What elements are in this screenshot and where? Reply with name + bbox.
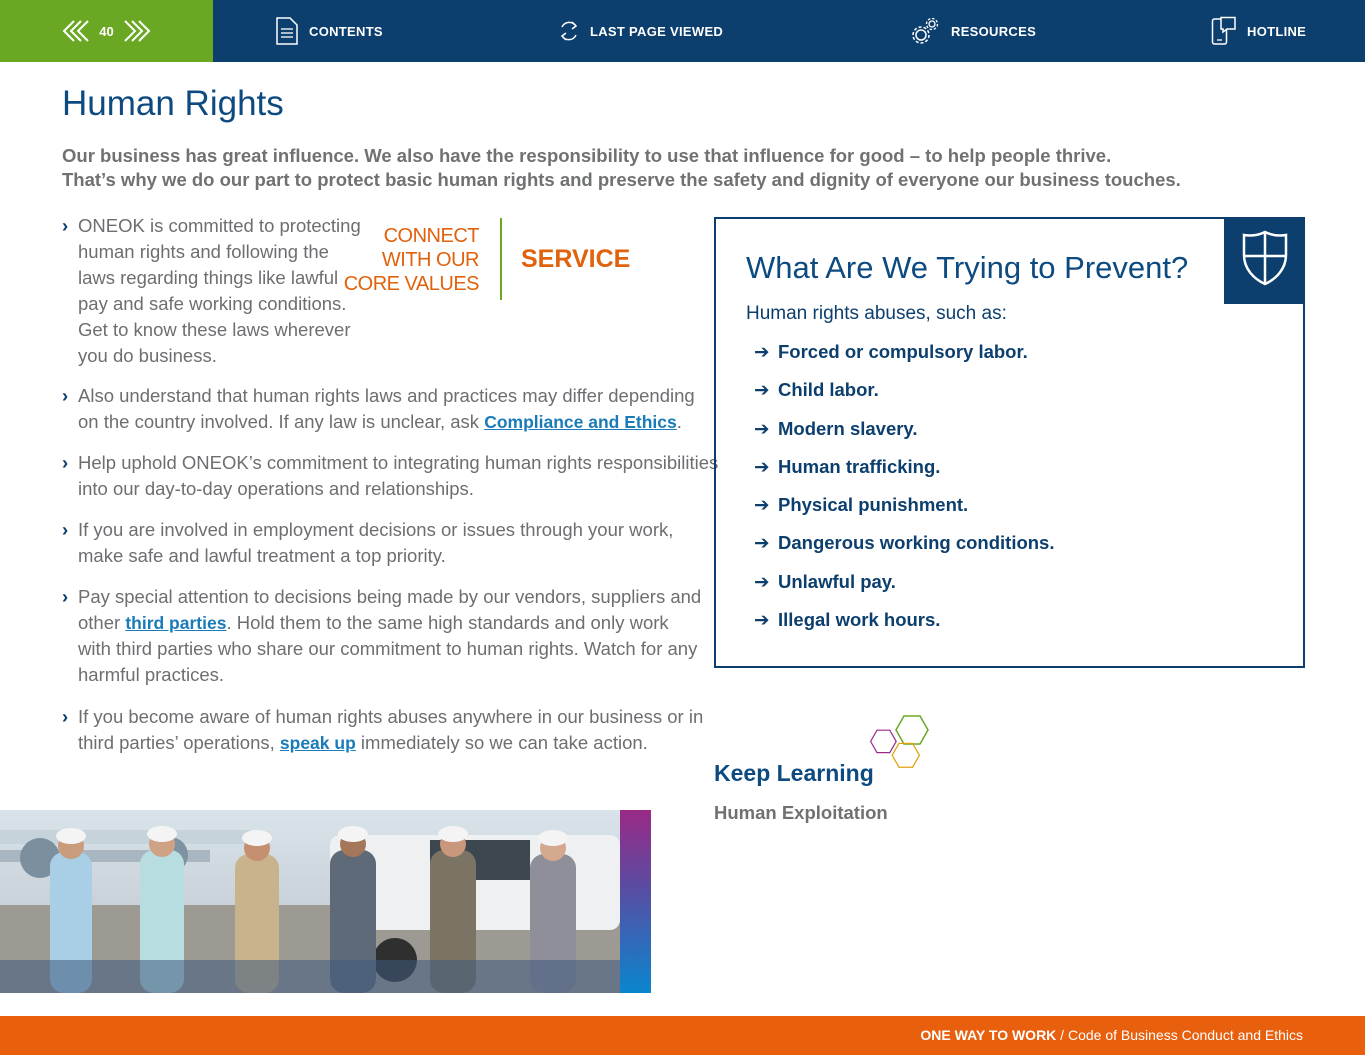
core-values-label: CONNECT WITH OUR CORE VALUES xyxy=(343,225,479,295)
footer-brand: ONE WAY TO WORK xyxy=(920,1027,1057,1043)
keep-learning-title: Keep Learning xyxy=(714,760,874,786)
core-values-divider xyxy=(500,218,502,300)
bullet-item: › Pay special attention to decisions being made by our vendors, suppliers and other third parties. Hold them to the same high standards and only work with third parties who share our commitment to human rights. Watch for any harmful practices. xyxy=(62,586,702,685)
bullet-item: › Help uphold ONEOK’s commitment to integrating human rights responsibilities into our day-to-day operations and relationships. xyxy=(62,452,719,499)
nav-last-page-label: LAST PAGE VIEWED xyxy=(590,23,724,39)
shield-icon xyxy=(1241,229,1289,292)
arrow-right-icon: ➔ xyxy=(754,570,770,592)
document-icon xyxy=(275,17,299,45)
footer-text xyxy=(920,1027,1303,1043)
footer-separator: / xyxy=(1056,1027,1068,1043)
bullet-item: › Also understand that human rights laws and practices may differ depending on the country involved. If any law is unclear, ask Compliance and Ethics. xyxy=(62,385,695,432)
prevent-subtitle: Human rights abuses, such as: xyxy=(746,303,1007,324)
human-exploitation-link[interactable]: Human Exploitation xyxy=(714,802,888,823)
intro-line: That’s why we do our part to protect basic human rights and preserve the safety and dignity of everyone our business touches. xyxy=(62,169,1181,190)
nav-hotline-label: HOTLINE xyxy=(1247,23,1307,39)
list-item: ➔ Unlawful pay. xyxy=(754,570,896,592)
list-item: ➔ Illegal work hours. xyxy=(754,609,941,631)
chevron-right-icon: › xyxy=(62,385,69,406)
arrow-right-icon: ➔ xyxy=(754,609,770,631)
next-page-icon[interactable] xyxy=(124,19,152,43)
third-parties-link[interactable]: third parties xyxy=(125,613,227,633)
bullet-item: › If you become aware of human rights abuses anywhere in our business or in third parties’ operations, speak up immediately so we can take action. xyxy=(62,706,704,753)
intro-paragraph xyxy=(62,144,1302,192)
page-navigator xyxy=(0,0,213,62)
page-number: 40 xyxy=(99,23,114,39)
arrow-right-icon: ➔ xyxy=(754,417,770,439)
nav-hotline[interactable] xyxy=(1211,0,1306,62)
bullet-item: › If you are involved in employment decisions or issues through your work, make safe and lawful treatment a top priority. xyxy=(62,519,674,566)
shield-badge xyxy=(1224,217,1305,304)
photo-gradient-strip xyxy=(620,810,651,993)
nav-last-page-viewed[interactable] xyxy=(558,0,723,62)
nav-resources-label: RESOURCES xyxy=(951,23,1037,39)
phone-chat-icon xyxy=(1211,16,1237,46)
core-value-service: SERVICE xyxy=(521,245,631,273)
refresh-icon xyxy=(558,19,580,43)
chevron-right-icon: › xyxy=(62,519,69,540)
footer-doc-title: Code of Business Conduct and Ethics xyxy=(1067,1027,1303,1043)
nav-contents[interactable] xyxy=(275,0,383,62)
arrow-right-icon: ➔ xyxy=(754,455,770,477)
list-item: ➔ Modern slavery. xyxy=(754,417,918,439)
compliance-ethics-link[interactable]: Compliance and Ethics xyxy=(484,412,677,432)
chevron-right-icon: › xyxy=(62,452,69,473)
hexagons-icon xyxy=(870,712,942,783)
top-navigation-bar xyxy=(0,0,1365,62)
list-item: ➔ Forced or compulsory labor. xyxy=(754,341,1028,362)
arrow-right-icon: ➔ xyxy=(754,494,770,516)
nav-resources[interactable] xyxy=(911,0,1036,62)
nav-contents-label: CONTENTS xyxy=(309,23,383,39)
arrow-right-icon: ➔ xyxy=(754,341,770,362)
chevron-right-icon: › xyxy=(62,586,69,607)
intro-line: Our business has great influence. We also have the responsibility to use that influence for good – to help people thrive. xyxy=(62,145,1112,166)
page-title: Human Rights xyxy=(62,84,284,123)
list-item: ➔ Dangerous working conditions. xyxy=(754,532,1055,554)
team-photo xyxy=(0,810,651,993)
gears-icon xyxy=(911,16,941,46)
speak-up-link[interactable]: speak up xyxy=(279,733,356,753)
prevent-title: What Are We Trying to Prevent? xyxy=(746,250,1189,285)
arrow-right-icon: ➔ xyxy=(754,379,770,401)
list-item: ➔ Human trafficking. xyxy=(754,455,941,477)
list-item: ➔ Physical punishment. xyxy=(754,494,969,516)
bullet-item: › ONEOK is committed to protecting human rights and following the laws regarding things like lawful pay and safe working conditions. Get to know these laws wherever you do business. xyxy=(62,215,361,366)
prevent-list xyxy=(754,341,1055,647)
arrow-right-icon: ➔ xyxy=(754,532,770,554)
list-item: ➔ Child labor. xyxy=(754,379,879,401)
chevron-right-icon: › xyxy=(62,215,69,236)
previous-page-icon[interactable] xyxy=(61,19,89,43)
chevron-right-icon: › xyxy=(62,706,69,727)
